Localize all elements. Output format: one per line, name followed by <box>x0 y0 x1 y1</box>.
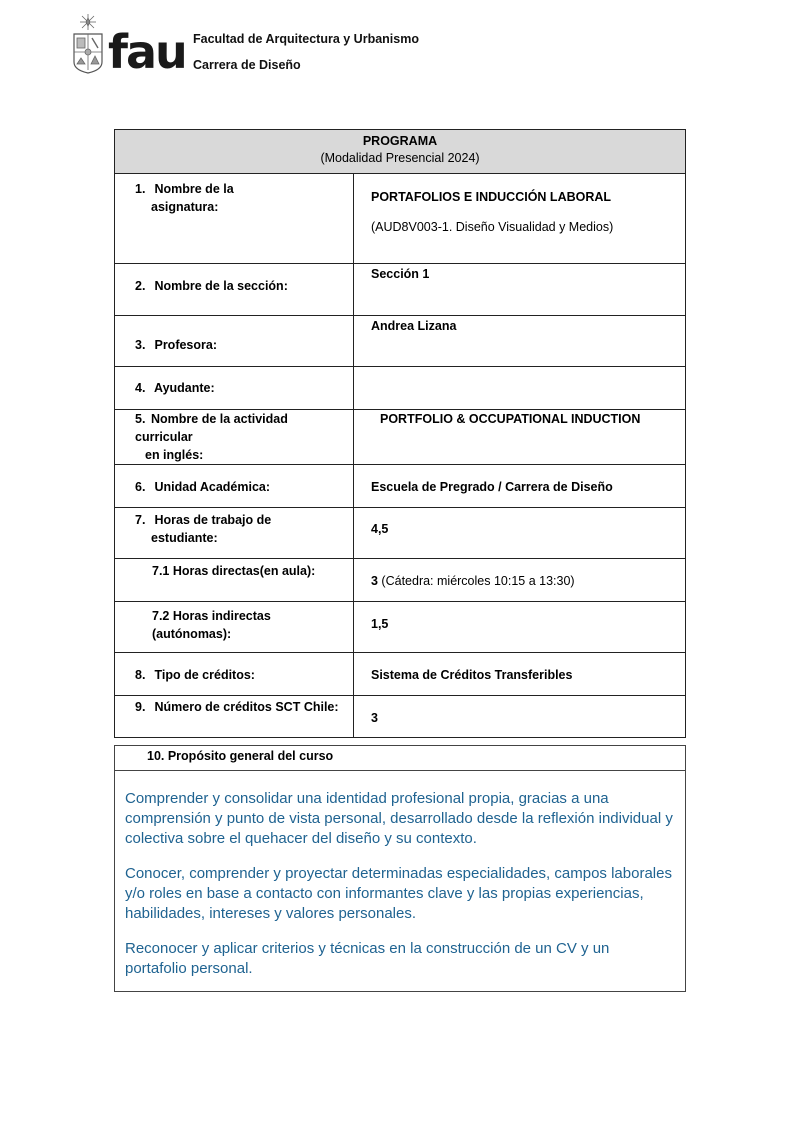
program-table <box>114 129 686 738</box>
row-label: Horas de trabajo de <box>154 513 272 527</box>
program-name: Carrera de Diseño <box>193 58 301 72</box>
row-label: Nombre de la actividad curricular <box>135 412 288 444</box>
row-label-cont: asignatura: <box>151 200 219 214</box>
row-label: Nombre de la <box>154 182 234 196</box>
document-header <box>72 12 472 79</box>
row-label: Número de créditos SCT Chile: <box>154 700 339 714</box>
fau-logo: fau <box>108 25 186 79</box>
subject-name: PORTAFOLIOS E INDUCCIÓN LABORAL <box>371 190 612 204</box>
row-label-cont: en inglés: <box>145 448 204 462</box>
table-row-professor: 3. Profesora: Andrea Lizana <box>115 316 686 367</box>
row-label: Profesora: <box>154 338 218 352</box>
table-row-academic-unit: 6. Unidad Académica: Escuela de Pregrado / Carrera de Diseño <box>115 465 686 508</box>
table-row-section: 2. Nombre de la sección: Sección 1 <box>115 264 686 316</box>
row-label-cont: estudiante: <box>151 531 218 545</box>
row-label: Horas directas(en aula): <box>172 564 316 578</box>
row-label: Nombre de la sección: <box>154 279 288 293</box>
university-crest-icon <box>72 12 104 74</box>
table-title-row <box>115 130 686 174</box>
row-label: Tipo de créditos: <box>154 668 255 682</box>
academic-unit-value: Escuela de Pregrado / Carrera de Diseño <box>371 480 613 494</box>
section-value: Sección 1 <box>371 267 430 281</box>
english-name-value: PORTFOLIO & OCCUPATIONAL INDUCTION <box>380 412 641 426</box>
table-row-assistant: 4. Ayudante: <box>115 367 686 410</box>
professor-value: Andrea Lizana <box>371 319 457 333</box>
table-row-english-name: 5. Nombre de la actividad curricular en inglés: PORTFOLIO & OCCUPATIONAL INDUCTION <box>115 410 686 465</box>
purpose-heading: 10. Propósito general del curso <box>115 746 685 771</box>
table-row-indirect-hours: 7.2 Horas indirectas (autónomas): 1,5 <box>115 602 686 653</box>
purpose-paragraph: Comprender y consolidar una identidad profesional propia, gracias a una comprensión y punto de vista personal, desarrollado desde la reflexión individual y colectiva sobre el quehacer del diseño y su contexto. <box>125 790 673 847</box>
table-row-work-hours: 7. Horas de trabajo de estudiante: 4,5 <box>115 508 686 559</box>
row-label: Unidad Académica: <box>154 480 271 494</box>
faculty-name: Facultad de Arquitectura y Urbanismo <box>193 32 419 46</box>
row-label: Horas indirectas <box>172 609 271 623</box>
table-subtitle: (Modalidad Presencial 2024) <box>320 151 480 165</box>
purpose-paragraph: Conocer, comprender y proyectar determinadas especialidades, campos laborales y/o roles en base a contacto con informantes clave y las propias experiencias, habilidades, intereses y valores personales. <box>125 865 672 922</box>
table-row-credit-type: 8. Tipo de créditos: Sistema de Créditos Transferibles <box>115 653 686 696</box>
purpose-body <box>115 771 685 991</box>
direct-hours-detail: (Cátedra: miércoles 10:15 a 13:30) <box>377 574 575 588</box>
table-row-direct-hours: 7.1 Horas directas(en aula): 3 (Cátedra: miércoles 10:15 a 13:30) <box>115 559 686 602</box>
purpose-paragraph: Reconocer y aplicar criterios y técnicas en la construcción de un CV y un portafolio personal. <box>125 940 610 977</box>
row-label-cont: (autónomas): <box>152 627 232 641</box>
credits-value: 3 <box>371 711 378 725</box>
indirect-hours-value: 1,5 <box>371 617 389 631</box>
direct-hours-value: 3 <box>371 574 378 588</box>
subject-code: (AUD8V003-1. Diseño Visualidad y Medios) <box>371 220 614 234</box>
row-label: Ayudante: <box>154 381 215 395</box>
table-title: PROGRAMA <box>362 134 438 148</box>
course-purpose-section <box>114 745 686 992</box>
table-row-subject-name: 1. Nombre de la asignatura: PORTAFOLIOS E INDUCCIÓN LABORAL (AUD8V003-1. Diseño Visualidad y Medios) <box>115 174 686 264</box>
table-row-credits: 9. Número de créditos SCT Chile: 3 <box>115 696 686 738</box>
credit-type-value: Sistema de Créditos Transferibles <box>371 668 573 682</box>
work-hours-value: 4,5 <box>371 522 389 536</box>
